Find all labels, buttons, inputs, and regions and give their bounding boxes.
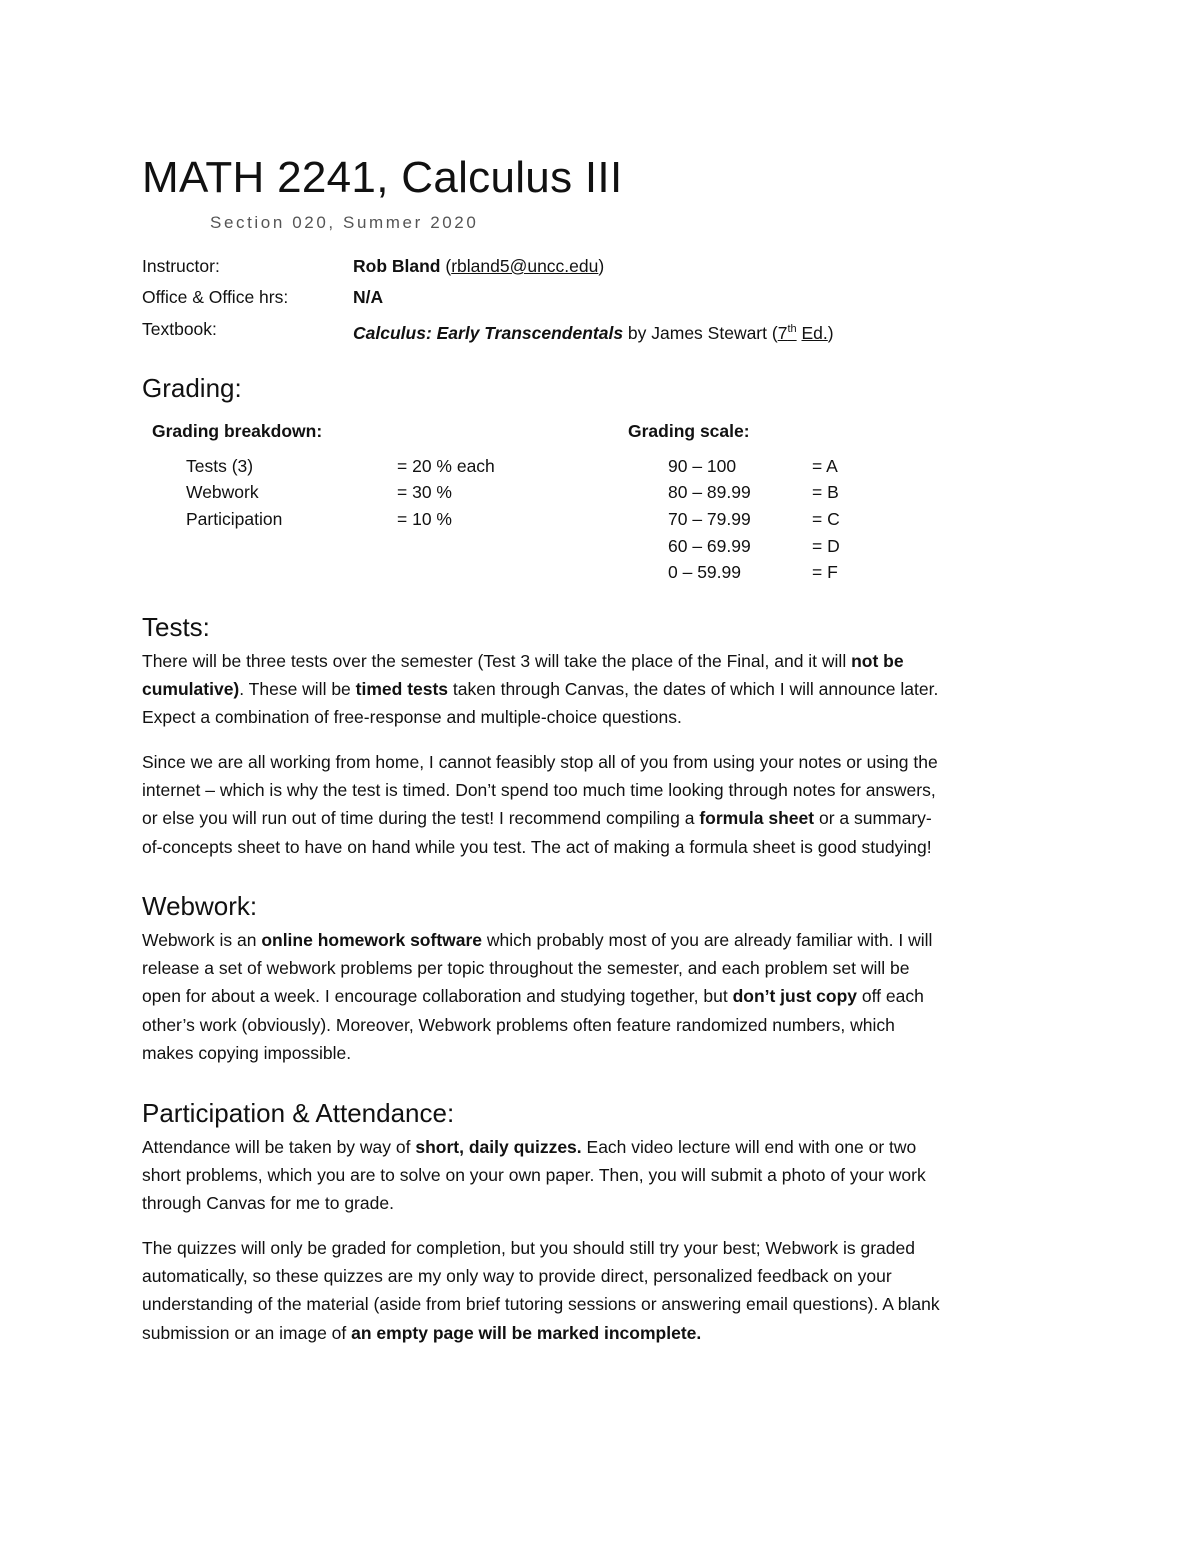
text-line: release a set of webwork problems per topic throughout the semester, and each problem set will be [142, 958, 910, 979]
participation-paragraph-1 [142, 1133, 1062, 1218]
textbook-label: Textbook: [142, 319, 217, 339]
text-run: or a summary- [814, 808, 932, 829]
text-run: Webwork is an [142, 930, 262, 950]
textbook-title: Calculus: Early Transcendentals [353, 322, 624, 343]
scale-grade: = F [812, 562, 838, 582]
scale-range: 0 – 59.99 [668, 562, 741, 582]
tests-paragraph-1 [142, 647, 1062, 732]
office-value [353, 286, 383, 308]
text-run: There will be three tests over the semester (Test 3 will take the place of the Final, and it will [142, 651, 852, 671]
section-subtitle: Section 020, Summer 2020 [210, 213, 479, 232]
scale-grade: = C [812, 509, 840, 529]
text-run: or else you will run out of time during the test! I recommend compiling a [142, 808, 700, 829]
text-line: short problems, which you are to solve on your own paper. Then, you will submit a photo of your work [142, 1165, 926, 1186]
instructor-email-link[interactable]: rbland5@uncc.edu [451, 256, 599, 276]
text-run-bold: cumulative) [142, 679, 240, 700]
text-run: open for about a week. I encourage collaboration and studying together, but [142, 986, 733, 1007]
text-line: other’s work (obviously). Moreover, Webwork problems often feature randomized numbers, which [142, 1014, 895, 1035]
text-line: understanding of the material (aside from brief tutoring sessions or answering email questions). A blank [142, 1294, 940, 1315]
breakdown-item: Participation [186, 509, 283, 529]
text-line: of-concepts sheet to have on hand while you test. The act of making a formula sheet is good studying! [142, 836, 932, 857]
instructor-value: Rob Bland (rbland5@uncc.edu) [353, 256, 605, 276]
grading-scale-label: Grading scale: [628, 421, 750, 441]
participation-heading: Participation & Attendance: [142, 1098, 455, 1128]
text-line: automatically, so these quizzes are my only way to provide direct, personalized feedback on your [142, 1266, 892, 1287]
text-line: Since we are all working from home, I cannot feasibly stop all of you from using your notes or using the [142, 752, 938, 772]
text-run: Each video lecture will end with one or two [581, 1137, 917, 1157]
text-run-bold: online homework software [261, 930, 483, 950]
breakdown-item: Webwork [186, 482, 259, 502]
webwork-heading: Webwork: [142, 891, 258, 921]
page-title: MATH 2241, Calculus III [142, 153, 623, 202]
text-line: The quizzes will only be graded for completion, but you should still try your best; Webwork is graded [142, 1238, 915, 1258]
textbook-edition-suffix: th [787, 323, 797, 335]
webwork-paragraph [142, 926, 1062, 1067]
text-run-bold: short, daily quizzes. [415, 1137, 582, 1157]
scale-range: 70 – 79.99 [668, 509, 751, 529]
tests-paragraph-2 [142, 748, 1062, 861]
textbook-edition-number: 7 [777, 322, 788, 343]
text-line: Expect a combination of free-response and multiple-choice questions. [142, 707, 682, 728]
scale-grade: = B [812, 482, 839, 502]
text-line: makes copying impossible. [142, 1042, 352, 1063]
instructor-label: Instructor: [142, 256, 220, 276]
text-run-bold: an empty page will be marked incomplete. [351, 1322, 702, 1343]
tests-heading: Tests: [142, 612, 210, 642]
office-hours-value: N/A [353, 287, 384, 307]
scale-range: 80 – 89.99 [668, 482, 751, 502]
participation-paragraph-2 [142, 1234, 1062, 1347]
textbook-author: by James Stewart ( [623, 322, 778, 343]
text-run: Attendance will be taken by way of [142, 1137, 416, 1157]
text-run: which probably most of you are already familiar with. I will [482, 930, 933, 950]
scale-grade: = D [812, 536, 840, 556]
breakdown-weight: = 10 % [397, 509, 452, 529]
office-label: Office & Office hrs: [142, 287, 289, 307]
scale-grade: = A [812, 456, 838, 476]
text-run: . These will be [239, 679, 356, 700]
text-run-bold: don’t just copy [732, 986, 858, 1007]
grading-breakdown-label: Grading breakdown: [152, 421, 323, 441]
text-run-bold: formula sheet [699, 808, 815, 829]
grading-heading: Grading: [142, 373, 242, 403]
text-run: taken through Canvas, the dates of which I will announce later. [448, 679, 939, 700]
text-run-bold: timed tests [355, 679, 449, 700]
breakdown-item: Tests (3) [186, 456, 254, 476]
text-line: internet – which is why the test is timed. Don’t spend too much time looking through notes for answers, [142, 780, 936, 801]
textbook-value [353, 318, 834, 344]
instructor-name: Rob Bland [353, 256, 441, 276]
breakdown-weight: = 20 % each [397, 456, 495, 476]
text-run-bold: not be [851, 651, 904, 671]
breakdown-weight: = 30 % [397, 482, 452, 502]
textbook-close-paren: ) [827, 322, 834, 343]
text-run: submission or an image of [142, 1322, 352, 1343]
text-line: through Canvas for me to grade. [142, 1193, 394, 1214]
scale-range: 90 – 100 [668, 456, 737, 476]
textbook-edition-label: Ed. [801, 322, 828, 343]
scale-range: 60 – 69.99 [668, 536, 751, 556]
text-run: off each [857, 986, 924, 1007]
